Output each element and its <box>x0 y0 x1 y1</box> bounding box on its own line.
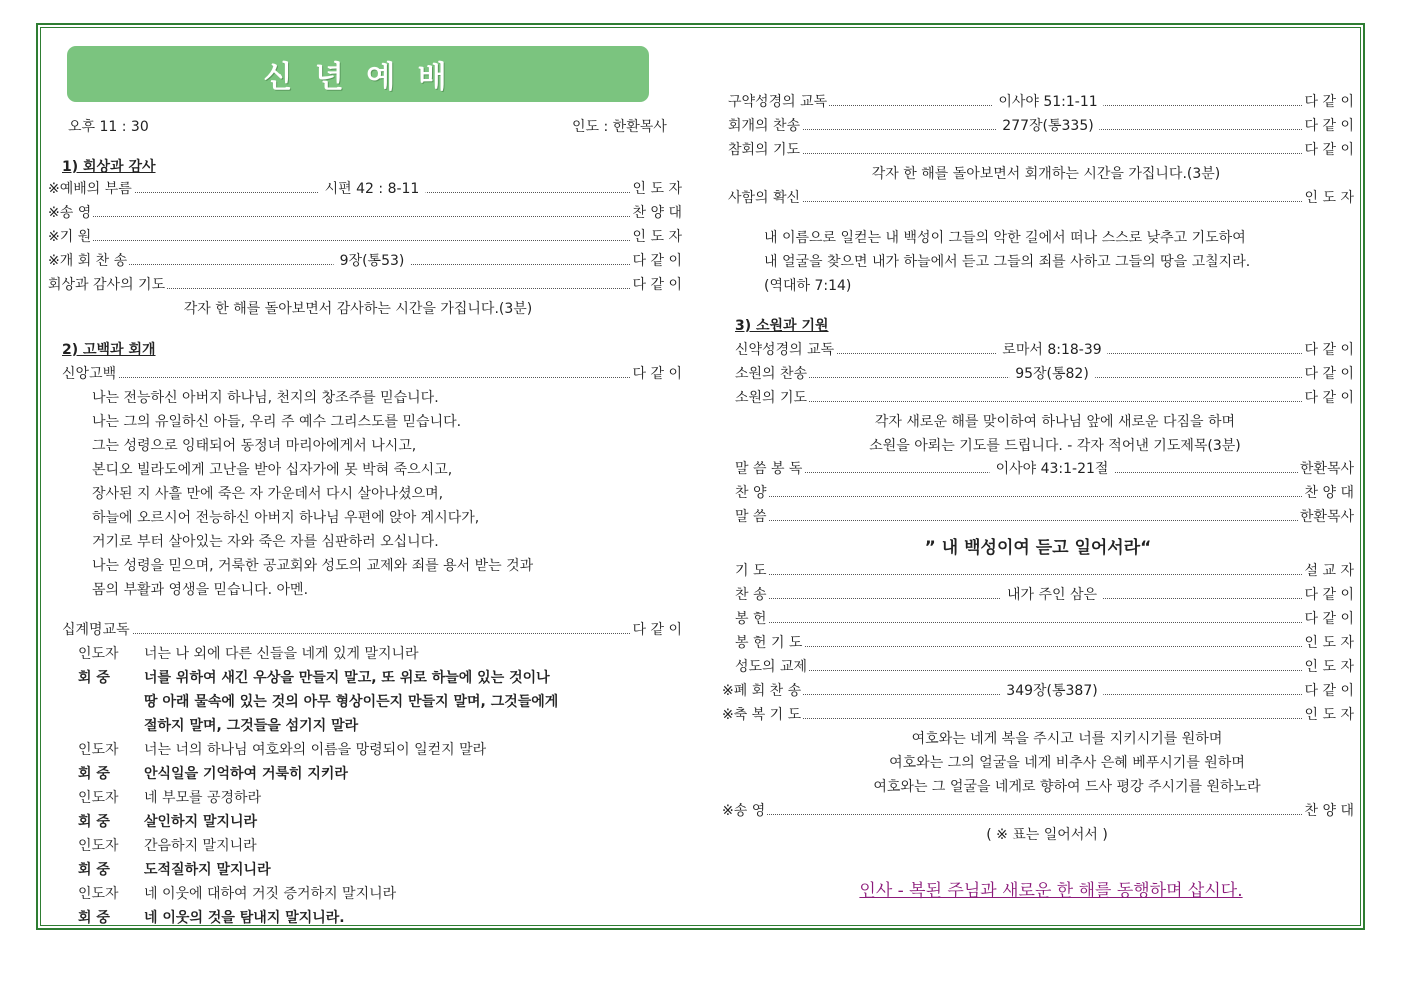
row-responder: 한환목사 <box>1299 461 1354 477</box>
creed-line: 나는 성령을 믿으며, 거룩한 공교회와 성도의 교제와 죄를 용서 받는 것과 <box>92 558 534 574</box>
order-row <box>735 658 1354 676</box>
row-responder: 다 같 이 <box>1304 390 1354 406</box>
creed-line: 본디오 빌라도에게 고난을 받아 십자가에 못 박혀 죽으시고, <box>92 462 453 478</box>
reader-role: 인도자 <box>78 838 119 854</box>
reader-role: 회 중 <box>78 814 110 830</box>
leader-dots <box>735 574 1354 575</box>
row-detail: 9장(통53) <box>334 252 411 270</box>
row-label: ※기 원 <box>48 229 92 245</box>
row-label: 기 도 <box>735 563 767 579</box>
scripture-line: (역대하 7:14) <box>764 278 852 294</box>
congregation-line: 안식일을 기억하여 거룩히 지키라 <box>144 766 348 782</box>
order-row <box>735 365 1354 383</box>
order-row <box>722 682 1354 700</box>
order-row <box>735 586 1354 604</box>
order-row-commandments <box>62 621 682 639</box>
row-label: ※폐 회 찬 송 <box>722 683 802 699</box>
row-responder: 찬 양 대 <box>1304 803 1354 819</box>
leader-line: 너는 나 외에 다른 신들을 네게 있게 말지니라 <box>144 646 419 662</box>
creed-line: 장사된 지 사흘 만에 죽은 자 가운데서 다시 살아나셨으며, <box>92 486 444 502</box>
service-leader: 인도 : 한환목사 <box>572 119 667 135</box>
leader-line: 너는 너의 하나님 여호와의 이름을 망령되이 일컫지 말라 <box>144 742 487 758</box>
leader-dots <box>722 814 1354 815</box>
order-row <box>735 562 1354 580</box>
row-responder: 다 같 이 <box>1304 366 1354 382</box>
order-row-doxology <box>722 802 1354 820</box>
row-responder: 인 도 자 <box>1304 190 1354 206</box>
congregation-line: 네 이웃의 것을 탐내지 말지니라. <box>144 910 345 926</box>
row-label: 봉 헌 기 도 <box>735 635 803 651</box>
row-responder: 다 같 이 <box>1304 683 1354 699</box>
creed-line: 하늘에 오르시어 전능하신 아버지 하나님 우편에 앉아 계시다가, <box>92 510 480 526</box>
row-label: 십계명교독 <box>62 622 130 638</box>
closing-greeting: 인사 - 복된 주님과 새로운 한 해를 동행하며 삽시다. <box>859 881 1243 901</box>
row-detail: 시편 42 : 8-11 <box>319 180 426 198</box>
congregation-line: 절하지 말며, 그것들을 섬기지 말라 <box>144 718 359 734</box>
row-label: 소원의 찬송 <box>735 366 808 382</box>
sermon-title: ” 내 백성이여 듣고 일어서라“ <box>924 538 1152 558</box>
row-label: 사함의 확신 <box>728 190 801 206</box>
order-row <box>735 484 1354 502</box>
row-responder: 다 같 이 <box>632 277 682 293</box>
row-detail: 이사야 43:1-21절 <box>990 460 1115 478</box>
creed-line: 그는 성령으로 잉태되어 동정녀 마리아에게서 나시고, <box>92 438 417 454</box>
creed-line: 거기로 부터 살아있는 자와 죽은 자를 심판하러 오십니다. <box>92 534 439 550</box>
leader-dots <box>735 401 1354 402</box>
leader-dots <box>735 646 1354 647</box>
row-responder: 다 같 이 <box>1304 118 1354 134</box>
service-time: 오후 11 : 30 <box>68 119 149 135</box>
row-responder: 인 도 자 <box>1304 659 1354 675</box>
row-label: 찬 양 <box>735 485 767 501</box>
row-label: 봉 헌 <box>735 611 767 627</box>
leader-dots <box>722 718 1354 719</box>
order-row-creed <box>62 365 682 383</box>
reader-role: 회 중 <box>78 766 110 782</box>
reader-role: 회 중 <box>78 670 110 686</box>
leader-dots <box>62 633 682 634</box>
order-row <box>728 141 1354 159</box>
leader-dots <box>735 520 1354 521</box>
standing-note: ( ※ 표는 일어서서 ) <box>986 827 1108 843</box>
row-responder: 찬 양 대 <box>1304 485 1354 501</box>
title-banner <box>67 46 649 102</box>
row-label: 말 씀 봉 독 <box>735 461 803 477</box>
row-label: ※예배의 부름 <box>48 181 132 197</box>
order-row <box>735 460 1354 478</box>
scripture-line: 내 이름으로 일컫는 내 백성이 그들의 악한 길에서 떠나 스스로 낮추고 기도하여 <box>764 230 1246 246</box>
row-label: ※송 영 <box>48 205 92 221</box>
row-responder: 한환목사 <box>1299 509 1354 525</box>
section-heading-1: 1) 회상과 감사 <box>62 159 156 175</box>
reader-role: 회 중 <box>78 862 110 878</box>
order-row <box>735 634 1354 652</box>
order-row-pardon <box>728 189 1354 207</box>
row-label: 말 씀 <box>735 509 767 525</box>
leader-line: 간음하지 말지니라 <box>144 838 257 854</box>
wish-note: 소원을 아뢰는 기도를 드립니다. - 각자 적어낸 기도제목(3분) <box>869 438 1241 454</box>
row-label: 참회의 기도 <box>728 142 801 158</box>
order-row <box>48 252 682 270</box>
leader-line: 네 부모를 공경하라 <box>144 790 262 806</box>
row-responder: 찬 양 대 <box>632 205 682 221</box>
section-heading-2: 2) 고백과 회개 <box>62 342 156 358</box>
order-row <box>48 204 682 222</box>
row-label: ※축 복 기 도 <box>722 707 802 723</box>
wish-note: 각자 새로운 해를 맞이하여 하나님 앞에 새로운 다짐을 하며 <box>874 414 1236 430</box>
leader-dots <box>48 216 682 217</box>
creed-line: 나는 그의 유일하신 아들, 우리 주 예수 그리스도를 믿습니다. <box>92 414 462 430</box>
row-detail: 95장(통82) <box>1009 365 1095 383</box>
reader-role: 인도자 <box>78 790 119 806</box>
row-label: 성도의 교제 <box>735 659 808 675</box>
benediction-line: 여호와는 그 얼굴을 네게로 향하여 드사 평강 주시기를 원하노라 <box>873 779 1261 795</box>
row-detail: 내가 주인 삼은 <box>1001 586 1103 604</box>
order-row <box>735 610 1354 628</box>
row-responder: 인 도 자 <box>632 181 682 197</box>
creed-line: 몸의 부활과 영생을 믿습니다. 아멘. <box>92 582 309 598</box>
row-label: 신앙고백 <box>62 366 117 382</box>
repentance-note: 각자 한 해를 돌아보면서 회개하는 시간을 가집니다.(3분) <box>871 166 1221 182</box>
order-row <box>735 389 1354 407</box>
row-detail: 277장(통335) <box>996 117 1099 135</box>
row-detail: 349장(통387) <box>1000 682 1103 700</box>
row-responder: 인 도 자 <box>1304 635 1354 651</box>
row-label: 회개의 찬송 <box>728 118 801 134</box>
congregation-line: 땅 아래 물속에 있는 것의 아무 형상이든지 만들지 말며, 그것들에게 <box>144 694 559 710</box>
scripture-line: 내 얼굴을 찾으면 내가 하늘에서 듣고 그들의 죄를 사하고 그들의 땅을 고칠지라. <box>764 254 1251 270</box>
order-row <box>735 508 1354 526</box>
row-responder: 다 같 이 <box>1304 611 1354 627</box>
row-responder: 다 같 이 <box>1304 94 1354 110</box>
row-label: ※개 회 찬 송 <box>48 253 128 269</box>
order-row <box>48 276 682 294</box>
leader-dots <box>728 201 1354 202</box>
order-row <box>735 341 1354 359</box>
creed-line: 나는 전능하신 아버지 하나님, 천지의 창조주를 믿습니다. <box>92 390 439 406</box>
row-responder: 인 도 자 <box>632 229 682 245</box>
order-row <box>48 180 682 198</box>
congregation-line: 너를 위하여 새긴 우상을 만들지 말고, 또 위로 하늘에 있는 것이나 <box>144 670 550 686</box>
row-label: 소원의 기도 <box>735 390 808 406</box>
row-responder: 다 같 이 <box>1304 342 1354 358</box>
order-row <box>728 117 1354 135</box>
row-responder: 다 같 이 <box>632 253 682 269</box>
row-responder: 다 같 이 <box>1304 142 1354 158</box>
reflection-note: 각자 한 해를 돌아보면서 감사하는 시간을 가집니다.(3분) <box>183 301 533 317</box>
section-heading-3: 3) 소원과 기원 <box>735 318 829 334</box>
reader-role: 인도자 <box>78 742 119 758</box>
order-row <box>728 93 1354 111</box>
row-responder: 다 같 이 <box>632 366 682 382</box>
benediction-line: 여호와는 네게 복을 주시고 너를 지키시기를 원하며 <box>911 731 1223 747</box>
congregation-line: 살인하지 말지니라 <box>144 814 258 830</box>
row-label: 구약성경의 교독 <box>728 94 828 110</box>
reader-role: 회 중 <box>78 910 110 926</box>
row-label: 회상과 감사의 기도 <box>48 277 166 293</box>
leader-dots <box>48 240 682 241</box>
leader-dots <box>728 153 1354 154</box>
page-title: 신 년 예 배 <box>263 60 453 95</box>
leader-dots <box>735 670 1354 671</box>
row-responder: 다 같 이 <box>1304 587 1354 603</box>
row-label: ※송 영 <box>722 803 766 819</box>
reader-role: 인도자 <box>78 646 119 662</box>
leader-dots <box>735 496 1354 497</box>
congregation-line: 도적질하지 말지니라 <box>144 862 271 878</box>
row-label: 신약성경의 교독 <box>735 342 835 358</box>
leader-line: 네 이웃에 대하여 거짓 증거하지 말지니라 <box>144 886 397 902</box>
row-detail: 로마서 8:18-39 <box>996 341 1107 359</box>
row-detail: 이사야 51:1-11 <box>992 93 1103 111</box>
reader-role: 인도자 <box>78 886 119 902</box>
row-responder: 설 교 자 <box>1304 563 1354 579</box>
order-row <box>48 228 682 246</box>
order-row <box>722 706 1354 724</box>
leader-dots <box>735 622 1354 623</box>
row-label: 찬 송 <box>735 587 767 603</box>
row-responder: 다 같 이 <box>632 622 682 638</box>
row-responder: 인 도 자 <box>1304 707 1354 723</box>
benediction-line: 여호와는 그의 얼굴을 네게 비추사 은혜 베푸시기를 원하며 <box>889 755 1245 771</box>
leader-dots <box>62 377 682 378</box>
